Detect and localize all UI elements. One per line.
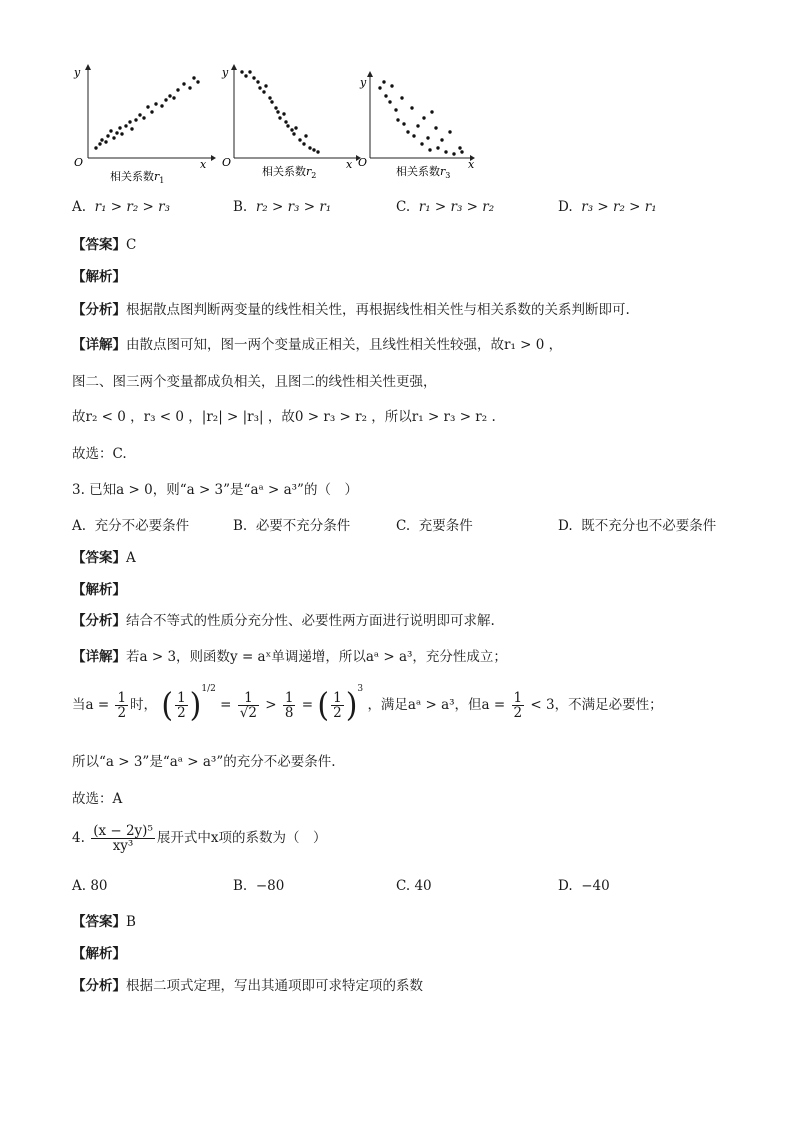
- scatter-point: [302, 142, 305, 145]
- x-axis-label: x: [200, 158, 207, 171]
- q4-fenxi: 【分析】根据二项式定理，写出其通项即可求特定项的系数: [72, 978, 423, 994]
- q2-xiangjie-line3: 故r₂ < 0 ，r₃ < 0 ，|r₂| > |r₃| ，故0 > r₃ > r₂ ，所以r₁ > r₃ > r₂ .: [72, 409, 496, 425]
- scatter-point: [422, 116, 425, 119]
- scatter-point: [312, 148, 315, 151]
- scatter-point: [378, 86, 381, 89]
- scatter-point: [164, 98, 167, 101]
- q3-answer: 【答案】A: [72, 550, 136, 566]
- scatter-point: [276, 110, 279, 113]
- scatter-point: [298, 138, 301, 141]
- scatter-point: [256, 80, 259, 83]
- scatter-point: [420, 142, 423, 145]
- scatter-point: [416, 124, 419, 127]
- scatter-point: [426, 136, 429, 139]
- scatter-point: [112, 136, 115, 139]
- scatter-point: [98, 142, 101, 145]
- scatter-point: [436, 146, 439, 149]
- scatter-point: [282, 112, 285, 115]
- scatter-point: [430, 110, 433, 113]
- scatter-point: [458, 146, 461, 149]
- scatter-point: [264, 84, 267, 87]
- scatter-point: [146, 105, 149, 108]
- q3-analysis-heading: 【解析】: [72, 582, 126, 598]
- scatter-point: [128, 120, 131, 123]
- scatter-point: [284, 120, 287, 123]
- scatter-figure-2: [216, 62, 362, 184]
- svg-text:相关系数r1: 相关系数$r_1$: [110, 170, 165, 184]
- scatter-points: [94, 76, 199, 149]
- q4-answer: 【答案】B: [72, 914, 136, 930]
- q2-xiangjie-line2: 图二、图三两个变量都成负相关，且图二的线性相关性更强，: [72, 374, 437, 390]
- q4-analysis-heading: 【解析】: [72, 946, 126, 962]
- scatter-point: [100, 138, 103, 141]
- scatter-point: [286, 124, 289, 127]
- scatter-point: [252, 76, 255, 79]
- q3-xiangjie-line1: 【详解】若a > 3，则函数y = aˣ单调递增，所以aᵃ > a³，充分性成立；: [72, 649, 507, 665]
- scatter-point: [138, 113, 141, 116]
- scatter-point: [258, 86, 261, 89]
- q4-option-a: A. 80: [72, 878, 108, 894]
- q2-fenxi: 【分析】根据散点图判断两变量的线性相关性，再根据线性相关性与相关系数的关系判断即可.: [72, 302, 630, 318]
- scatter-point: [192, 76, 195, 79]
- scatter-point: [460, 150, 463, 153]
- x-axis-label: x: [346, 158, 353, 171]
- q2-option-b: B. r₂ > r₃ > r₁: [233, 199, 332, 215]
- q3-fenxi: 【分析】结合不等式的性质分充分性、必要性两方面进行说明即可求解.: [72, 613, 495, 629]
- q3-stem: 3. 已知a > 0，则“a > 3”是“aᵃ > a³”的（ ）: [72, 482, 358, 498]
- scatter-point: [278, 116, 281, 119]
- q3-option-c: C. 充要条件: [396, 518, 473, 534]
- figure-caption: 相关系数: [110, 170, 154, 183]
- scatter-point: [434, 126, 437, 129]
- y-axis-label: y: [222, 66, 229, 79]
- scatter-point: [444, 150, 447, 153]
- scatter-point: [382, 80, 385, 83]
- origin-label: O: [74, 156, 84, 169]
- q3-option-b: B. 必要不充分条件: [233, 518, 351, 534]
- scatter-point: [292, 132, 295, 135]
- scatter-points: [378, 80, 463, 155]
- scatter-point: [290, 128, 293, 131]
- svg-text:相关系数r3: 相关系数$r_3$: [396, 165, 451, 180]
- svg-text:相关系数r2: 相关系数$r_2$: [262, 165, 317, 180]
- scatter-point: [440, 138, 443, 141]
- q2-choose: 故选：C.: [72, 446, 127, 462]
- scatter-point: [154, 102, 157, 105]
- scatter-point: [308, 146, 311, 149]
- scatter-point: [196, 80, 199, 83]
- figure-caption: 相关系数: [396, 165, 440, 178]
- q4-option-b: B. −80: [233, 878, 285, 894]
- scatter-point: [452, 152, 455, 155]
- q2-analysis-heading: 【解析】: [72, 269, 126, 285]
- figure-caption-sub: 2: [311, 171, 317, 180]
- scatter-figure-1: [66, 62, 216, 184]
- scatter-point: [168, 94, 171, 97]
- scatter-point: [172, 96, 175, 99]
- scatter-point: [402, 122, 405, 125]
- figure-caption-sub: 3: [445, 171, 451, 180]
- scatter-figure-3: [356, 62, 480, 184]
- q3-option-d: D. 既不充分也不必要条件: [558, 518, 717, 534]
- q2-xiangjie-line1: 【详解】由散点图可知，图一两个变量成正相关，且线性相关性较强，故r₁ > 0 ，: [72, 337, 563, 353]
- scatter-point: [316, 150, 319, 153]
- scatter-point: [448, 130, 451, 133]
- scatter-point: [274, 106, 277, 109]
- scatter-point: [410, 106, 413, 109]
- scatter-point: [248, 70, 251, 73]
- scatter-point: [390, 84, 393, 87]
- scatter-point: [104, 140, 107, 143]
- scatter-point: [294, 126, 297, 129]
- scatter-point: [115, 131, 118, 134]
- q3-xiangjie-line2: 当a = $\frac{1}{2}$ 时， ( $\frac{1}{2}$ )$^{1/2}$ = $\frac{1}{√2}$ > $\frac{1}{8}$ = ( $\frac{1}{2}$ )$^3$ ，满足aᵃ > a³，但a = $\frac{1}{2}$ < 3，不满足必要性；: [72, 684, 663, 725]
- q2-option-c: C. r₁ > r₃ > r₂: [396, 199, 495, 215]
- scatter-point: [304, 134, 307, 137]
- y-axis-label: y: [360, 76, 367, 89]
- scatter-point: [396, 118, 399, 121]
- q4-option-d: D. −40: [558, 878, 610, 894]
- scatter-point: [106, 134, 109, 137]
- origin-label: O: [222, 156, 232, 169]
- figure-caption-sub: 1: [159, 176, 165, 184]
- scatter-point: [400, 96, 403, 99]
- q4-option-c: C. 40: [396, 878, 432, 894]
- q4-stem: 4. $\frac{\text{(x − 2y)⁵}}{\text{xy³}}$ 展开式中x项的系数为（ ）: [72, 823, 327, 854]
- scatter-point: [268, 96, 271, 99]
- scatter-point: [406, 130, 409, 133]
- scatter-point: [270, 100, 273, 103]
- scatter-point: [124, 124, 127, 127]
- q2-answer: 【答案】C: [72, 237, 137, 253]
- scatter-point: [394, 108, 397, 111]
- scatter-point: [240, 70, 243, 73]
- scatter-point: [109, 129, 112, 132]
- scatter-point: [118, 126, 121, 129]
- q3-conclusion: 所以“a > 3”是“aᵃ > a³”的充分不必要条件.: [72, 754, 336, 770]
- x-axis-label: x: [468, 158, 475, 171]
- q2-option-d: D. r₃ > r₂ > r₁: [558, 199, 657, 215]
- scatter-point: [130, 127, 133, 130]
- scatter-point: [176, 88, 179, 91]
- scatter-point: [262, 90, 265, 93]
- q3-option-a: A. 充分不必要条件: [72, 518, 190, 534]
- scatter-point: [412, 134, 415, 137]
- scatter-point: [120, 132, 123, 135]
- scatter-points: [240, 70, 319, 153]
- scatter-point: [160, 104, 163, 107]
- scatter-point: [384, 94, 387, 97]
- scatter-point: [182, 82, 185, 85]
- scatter-point: [428, 148, 431, 151]
- origin-label: O: [358, 156, 368, 169]
- scatter-point: [94, 146, 97, 149]
- q2-option-a: A. r₁ > r₂ > r₃: [72, 199, 171, 215]
- scatter-point: [142, 116, 145, 119]
- scatter-point: [388, 100, 391, 103]
- scatter-point: [188, 86, 191, 89]
- y-axis-label: y: [74, 66, 81, 79]
- scatter-point: [150, 110, 153, 113]
- q3-choose: 故选：A: [72, 791, 123, 807]
- figure-caption: 相关系数: [262, 165, 306, 178]
- scatter-point: [134, 118, 137, 121]
- scatter-point: [244, 74, 247, 77]
